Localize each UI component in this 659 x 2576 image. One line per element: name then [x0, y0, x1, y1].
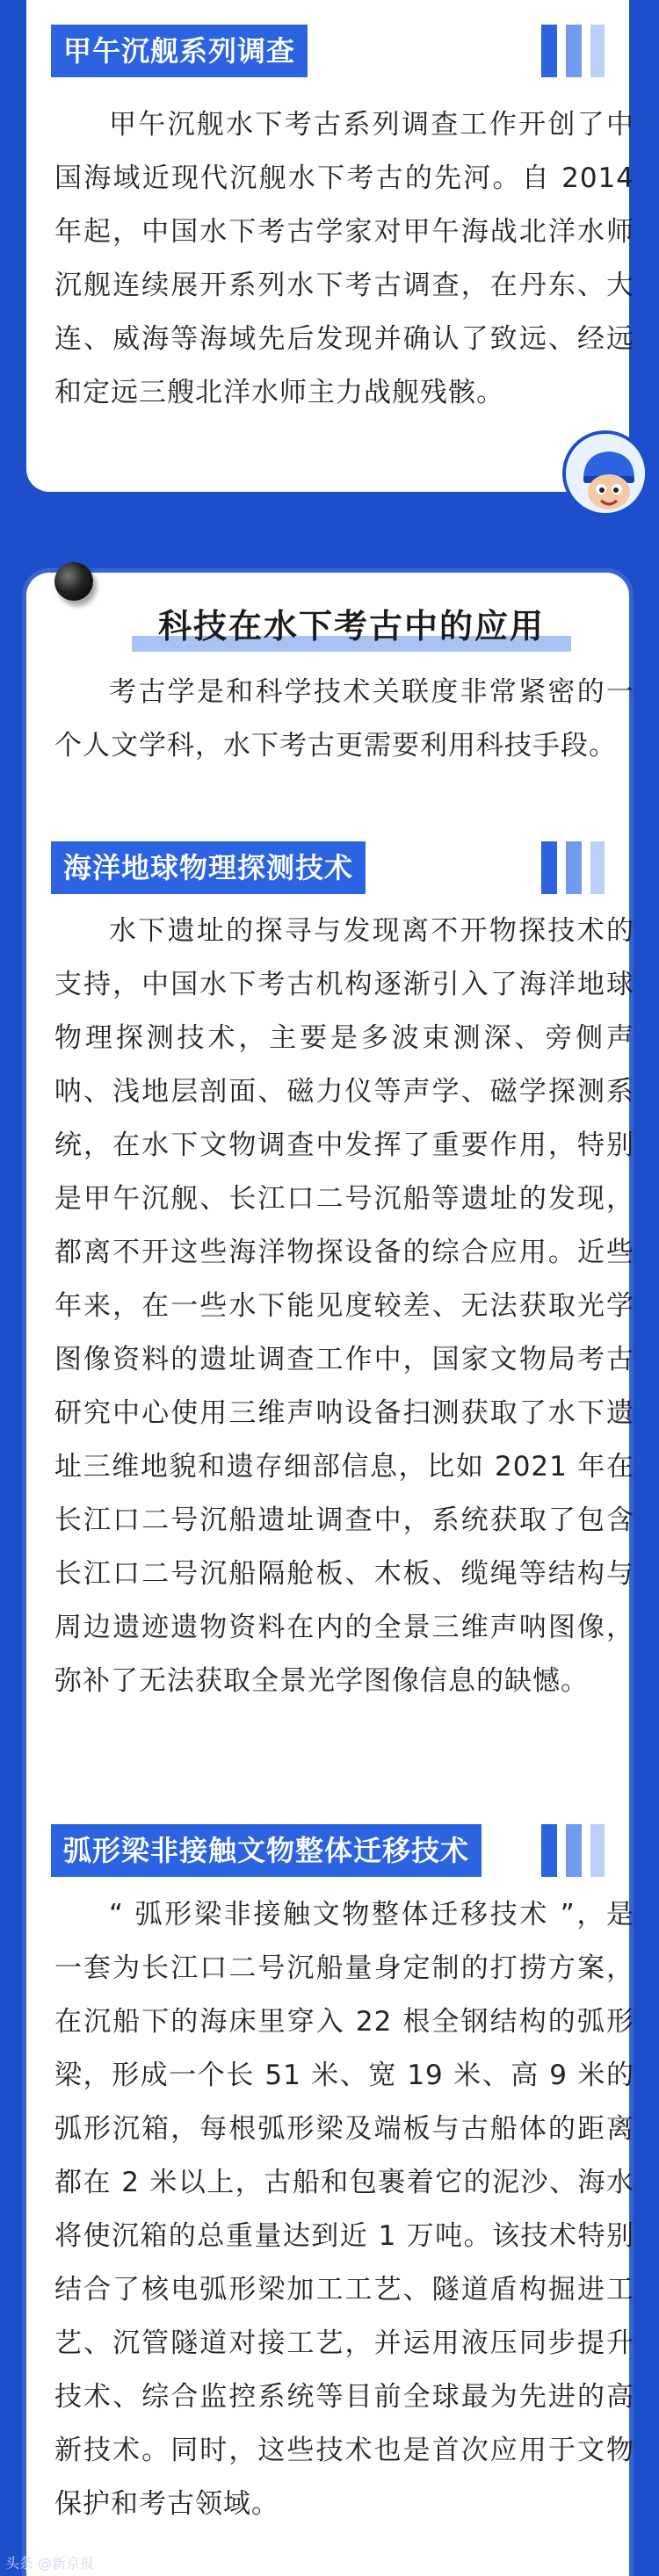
paragraph-arc-beam: “ 弧形梁非接触文物整体迁移技术 ”，是一套为长江口二号沉船量身定制的打捞方案，在沉船下的海床里穿入 22 根全钢结构的弧形梁，形成一个长 51 米、宽 19 米、高 9 米的弧形沉箱，每根弧形梁及端板与古船体的距离都在 2 米以上，古船和包裹着它的泥沙、海水将使沉箱的总重量达到近 1 万吨。该技术特别结合了核电弧形梁加工工艺、隧道盾构掘进工艺、沉管隧道对接工艺，并运用液压同步提升技术、综合监控系统等目前全球最为先进的高新技术。同时，这些技术也是首次应用于文物保护和考古领域。: [54, 1899, 634, 2520]
decorative-bars-icon: [541, 841, 605, 894]
watermark: 头条 @新京报: [5, 2555, 95, 2572]
card-tech-applications: [26, 573, 634, 2576]
section-tag-arc-beam: 弧形梁非接触文物整体迁移技术: [51, 1824, 482, 1877]
pushpin-icon: [54, 562, 93, 601]
mascot-avatar-icon: [562, 430, 648, 516]
decorative-bars-icon: [541, 25, 605, 77]
paragraph-intro: 考古学是和科学技术关联度非常紧密的一个人文学科，水下考古更需要利用科技手段。: [54, 676, 634, 761]
section-tag-shipwreck: 甲午沉舰系列调查: [51, 25, 308, 77]
decorative-bars-icon: [541, 1824, 605, 1877]
paragraph-shipwreck: 甲午沉舰水下考古系列调查工作开创了中国海域近现代沉舰水下考古的先河。自 2014 年起，中国水下考古学家对甲午海战北洋水师沉舰连续展开系列水下考古调查，在丹东、大连、威海等海域先后发现并确认了致远、经远和定远三艘北洋水师主力战舰残骸。: [54, 109, 634, 408]
card-shipwreck-survey: [26, 0, 634, 492]
page-title: [123, 597, 580, 655]
page-title-text: 科技在水下考古中的应用: [157, 607, 545, 646]
section-tag-geophysics: 海洋地球物理探测技术: [51, 841, 366, 894]
paragraph-geophysics: 水下遗址的探寻与发现离不开物探技术的支持，中国水下考古机构逐渐引入了海洋地球物理探测技术，主要是多波束测深、旁侧声呐、浅地层剖面、磁力仪等声学、磁学探测系统，在水下文物调查中发挥了重要作用，特别是甲午沉舰、长江口二号沉船等遗址的发现，都离不开这些海洋物探设备的综合应用。近些年来，在一些水下能见度较差、无法获取光学图像资料的遗址调查工作中，国家文物局考古研究中心使用三维声呐设备扫测获取了水下遗址三维地貌和遗存细部信息，比如 2021 年在长江口二号沉船遗址调查中，系统获取了包含长江口二号沉船隔舱板、木板、缆绳等结构与周边遗迹遗物资料在内的全景三维声呐图像，弥补了无法获取全景光学图像信息的缺憾。: [54, 915, 634, 1697]
